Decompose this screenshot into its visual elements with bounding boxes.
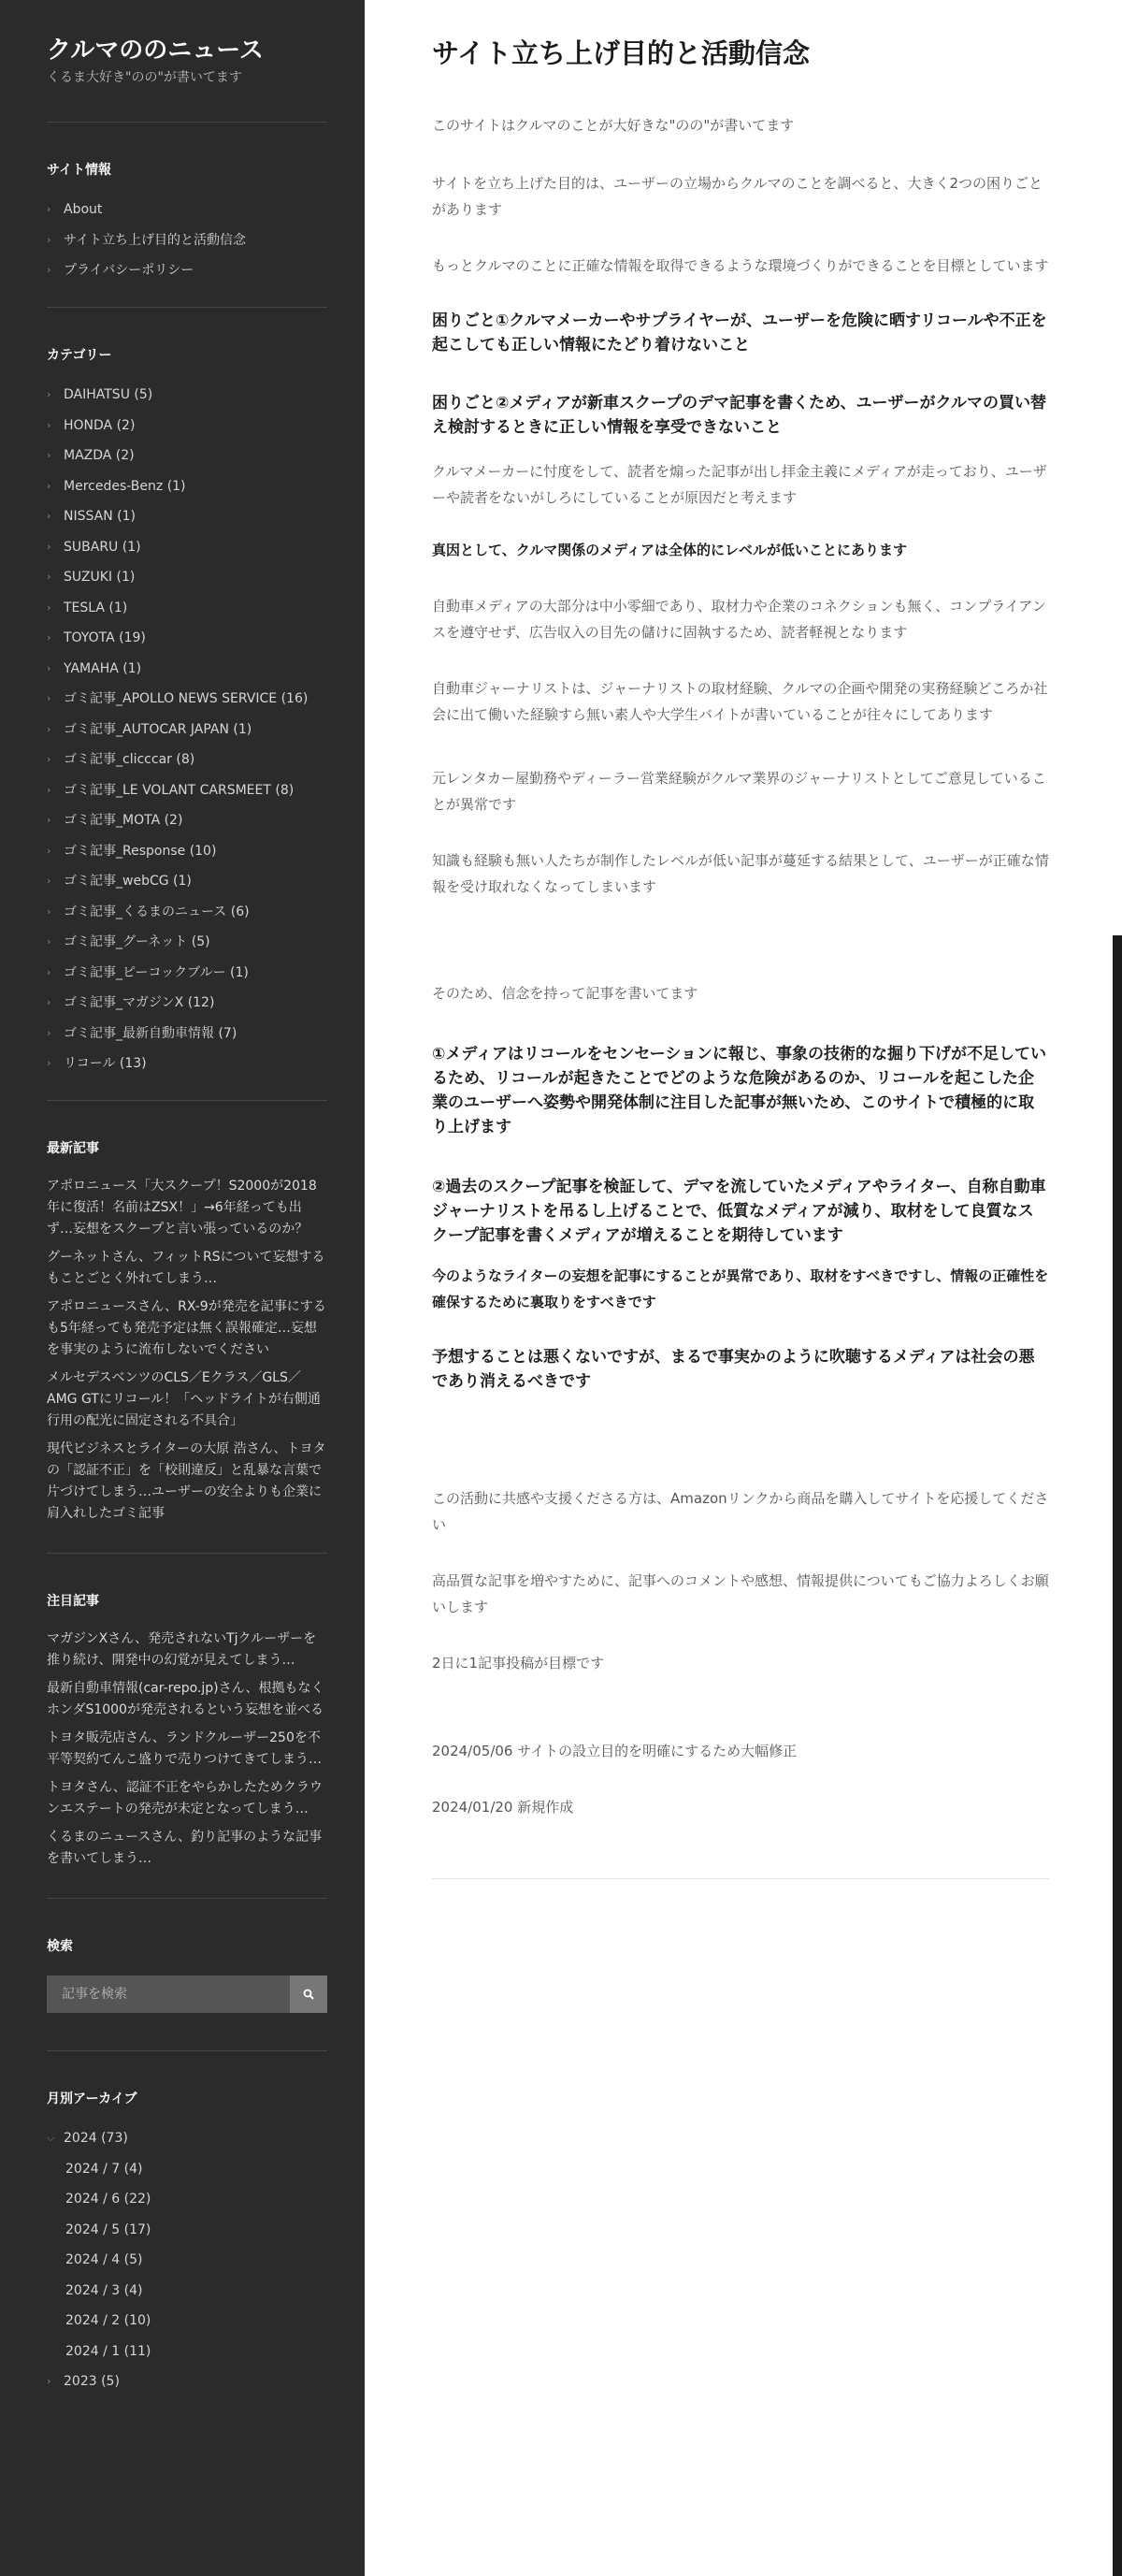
archive-year-closed[interactable] (47, 2373, 365, 2390)
category-link-label: NISSAN (1) (64, 509, 136, 524)
article-body (432, 112, 1049, 1820)
sidebar-divider (47, 2050, 327, 2051)
recent-post-link[interactable]: グーネットさん、フィットRSについて妄想するもことごとく外れてしまう… (47, 1250, 325, 1286)
category-link[interactable] (47, 539, 365, 556)
category-link-label: ゴミ記事_AUTOCAR JAPAN (1) (64, 721, 252, 737)
featured-post-link[interactable]: トヨタさん、認証不正をやらかしたためクラウンエステートの発売が未定となってしまう… (47, 1780, 323, 1816)
category-link-label: ゴミ記事_くるまのニュース (6) (64, 904, 250, 919)
category-link-label: Mercedes-Benz (1) (64, 478, 186, 494)
category-link[interactable] (47, 660, 365, 677)
category-list (47, 386, 365, 1072)
archive-month-label: 2024 / 1 (11) (65, 2343, 151, 2359)
chevron-right-icon: › (47, 875, 51, 887)
article-heading: 困りごと②メディアが新車スクープのデマ記事を書くため、ユーザーがクルマの買い替え検討するときに正しい情報を享受できないこと (432, 394, 1046, 437)
category-link-label: ゴミ記事_ピーコックブルー (1) (64, 964, 249, 980)
site-info-widget (47, 160, 365, 279)
chevron-right-icon: › (47, 661, 51, 674)
chevron-right-icon: › (47, 540, 51, 553)
scrollbar[interactable] (1113, 935, 1122, 2576)
recent-post-link[interactable]: アポロニュース「大スクープ！S2000が2018年に復活！名前はZSX！」→6年経っても出ず…妄想をスクープと言い張っているのか？ (47, 1179, 317, 1237)
category-link[interactable] (47, 843, 365, 860)
archive-month-link[interactable] (47, 2221, 365, 2238)
article-paragraph: 2024/01/20 新規作成 (432, 1799, 574, 1816)
site-info-link[interactable] (47, 262, 365, 279)
article-heading: 予想することは悪くないですが、まるで事実かのように吹聴するメディアは社会の悪であり消えるべきです (432, 1348, 1035, 1391)
site-info-list (47, 201, 365, 279)
article-paragraph: クルマメーカーに忖度をして、読者を煽った記事が出し拝金主義にメディアが走っており、ユーザーや読者をないがしろにしていることが原因だと考えます (432, 463, 1047, 506)
archive-month-label: 2024 / 5 (17) (65, 2221, 151, 2237)
category-link-label: ゴミ記事_Response (10) (64, 843, 217, 859)
category-link-label: ゴミ記事_グーネット (5) (64, 934, 210, 949)
chevron-right-icon: › (47, 203, 51, 215)
category-link[interactable] (47, 630, 365, 646)
search-input[interactable] (47, 1975, 290, 2013)
recent-post-link[interactable]: アポロニュースさん、RX-9が発売を記事にするも5年経っても発売予定は無く誤報確定…妄想を事実のように流布しないでください (47, 1299, 326, 1357)
site-info-link-label: プライバシーポリシー (64, 263, 194, 278)
article-emphasis: 真因として、クルマ関係のメディアは全体的にレベルが低いことにあります (432, 542, 908, 558)
archive-year-label: 2024 (73) (64, 2131, 128, 2146)
archive-year-open[interactable] (47, 2130, 365, 2147)
chevron-right-icon: › (47, 692, 51, 704)
site-info-link[interactable] (47, 232, 365, 249)
widget-title-recent: 最新記事 (47, 1141, 99, 1156)
page-title: サイト立ち上げ目的と活動信念 (432, 37, 810, 69)
article-paragraph: 元レンタカー屋勤務やディーラー営業経験がクルマ業界のジャーナリストとしてご意見していることが異常です (432, 770, 1046, 813)
chevron-right-icon: › (47, 631, 51, 644)
article-paragraph: 高品質な記事を増やすために、記事へのコメントや感想、情報提供についてもご協力よろしくお願いします (432, 1572, 1049, 1615)
archive-month-link[interactable] (47, 2343, 365, 2360)
archive-month-link[interactable] (47, 2161, 365, 2178)
search-button[interactable] (290, 1975, 327, 2013)
category-link[interactable] (47, 721, 365, 738)
chevron-right-icon: › (47, 233, 51, 246)
category-link[interactable] (47, 904, 365, 920)
featured-posts-widget (47, 1591, 365, 1870)
category-link[interactable] (47, 933, 365, 950)
category-link-label: MAZDA (2) (64, 448, 135, 463)
category-link-label: HONDA (2) (64, 417, 136, 433)
chevron-right-icon: › (47, 449, 51, 461)
featured-post-link[interactable]: トヨタ販売店さん、ランドクルーザー250を不平等契約てんこ盛りで売りつけてきてしまう… (47, 1730, 322, 1767)
chevron-right-icon: › (47, 753, 51, 765)
chevron-right-icon: › (47, 2375, 51, 2387)
chevron-right-icon: › (47, 783, 51, 796)
category-link-label: ゴミ記事_最新自動車情報 (7) (64, 1025, 237, 1041)
chevron-right-icon: › (47, 996, 51, 1008)
category-link[interactable] (47, 447, 365, 464)
category-link-label: ゴミ記事_APOLLO NEWS SERVICE (16) (64, 691, 309, 706)
widget-title-site-info: サイト情報 (47, 163, 112, 178)
archive-month-link[interactable] (47, 2251, 365, 2268)
site-title[interactable]: クルマののニュース (47, 36, 264, 65)
category-link-label: TESLA (1) (64, 600, 128, 615)
recent-post-link[interactable]: メルセデスベンツのCLS／Eクラス／GLS／AMG GTにリコール！「ヘッドライトが右側通行用の配光に固定される不具合」 (47, 1370, 321, 1428)
category-link[interactable] (47, 386, 365, 403)
archive-year-closed-label: 2023 (5) (64, 2374, 120, 2389)
archive-list (47, 2130, 365, 2390)
site-description: くるま大好き"のの"が書いてます (47, 70, 242, 85)
chevron-right-icon: › (47, 479, 51, 492)
archive-month-label: 2024 / 7 (4) (65, 2161, 143, 2177)
article-heading: ①メディアはリコールをセンセーションに報じ、事象の技術的な掘り下げが不足しているため、リコールが起きたことでどのような危険があるのか、リコールを起こした企業のユーザーへ姿勢や開発体制に注目した記事が無いため、このサイトで積極的に取り上げます (432, 1045, 1046, 1136)
chevron-right-icon: › (47, 510, 51, 522)
category-link-label: ゴミ記事_MOTA (2) (64, 813, 183, 828)
chevron-down-icon: ⌵ (47, 2132, 55, 2144)
category-link-label: TOYOTA (19) (64, 630, 146, 645)
category-link-label: YAMAHA (1) (64, 660, 142, 676)
sidebar-divider (47, 1553, 327, 1554)
article-paragraph: そのため、信念を持って記事を書いてます (432, 985, 698, 1002)
widget-title-featured: 注目記事 (47, 1594, 99, 1609)
article-heading: 困りごと①クルマメーカーやサプライヤーが、ユーザーを危険に晒すリコールや不正を起こしても正しい情報にたどり着けないこと (432, 311, 1047, 355)
chevron-right-icon: › (47, 264, 51, 276)
article-emphasis: 今のようなライターの妄想を記事にすることが異常であり、取材をすべきですし、情報の正確性を確保するために裏取りをすべきです (432, 1267, 1049, 1310)
category-link[interactable] (47, 812, 365, 829)
search-icon (303, 1989, 314, 2000)
article-paragraph: サイトを立ち上げた目的は、ユーザーの立場からクルマのことを調べると、大きく2つの困りごとがあります (432, 175, 1043, 218)
article-paragraph: この活動に共感や支援くださる方は、Amazonリンクから商品を購入してサイトを応援してください (432, 1490, 1049, 1533)
category-link[interactable] (47, 600, 365, 616)
sidebar-divider (47, 1100, 327, 1101)
archive-widget (47, 2089, 365, 2390)
recent-post-link[interactable]: 現代ビジネスとライターの大原 浩さん、トヨタの「認証不正」を「校則違反」と乱暴な言葉で片づけてしまう…ユーザーの安全よりも企業に肩入れしたゴミ記事 (47, 1441, 326, 1521)
category-link-label: リコール (13) (64, 1056, 147, 1071)
chevron-right-icon: › (47, 904, 51, 918)
widget-title-categories: カテゴリー (47, 348, 112, 363)
site-info-link[interactable] (47, 201, 365, 218)
category-link[interactable] (47, 417, 365, 434)
article-paragraph: 知識も経験も無い人たちが制作したレベルが低い記事が蔓延する結果として、ユーザーが正確な情報を受け取れなくなってしまいます (432, 852, 1049, 895)
article-heading: ②過去のスクープ記事を検証して、デマを流していたメディアやライター、自称自動車ジャーナリストを吊るし上げることで、低質なメディアが減り、取材をして良質なスクープ記事を書くメディアが増えることを期待しています (432, 1178, 1046, 1245)
category-link[interactable] (47, 964, 365, 981)
archive-month-label: 2024 / 4 (5) (65, 2252, 143, 2267)
search-form (47, 1975, 327, 2013)
category-link-label: SUZUKI (1) (64, 570, 136, 585)
chevron-right-icon: › (47, 844, 51, 857)
site-info-link-label: About (64, 202, 103, 217)
article-paragraph: もっとクルマのことに正確な情報を取得できるような環境づくりができることを目標としています (432, 257, 1049, 274)
category-link[interactable] (47, 873, 365, 890)
archive-month-label: 2024 / 3 (4) (65, 2282, 143, 2298)
category-link[interactable] (47, 690, 365, 707)
category-link-label: ゴミ記事_webCG (1) (64, 874, 192, 889)
chevron-right-icon: › (47, 388, 51, 400)
category-link[interactable] (47, 994, 365, 1011)
archive-month-link[interactable] (47, 2191, 365, 2207)
article-paragraph: 自動車メディアの大部分は中小零細であり、取材力や企業のコネクションも無く、コンプライアンスを遵守せず、広告収入の目先の儲けに固執するため、読者軽視となります (432, 598, 1046, 641)
chevron-right-icon: › (47, 571, 51, 583)
category-link-label: ゴミ記事_clicccar (8) (64, 752, 195, 767)
featured-post-link[interactable]: くるまのニュースさん、釣り記事のような記事を書いてしまう… (47, 1830, 323, 1866)
article-paragraph: このサイトはクルマのことが大好きな"のの"が書いてます (432, 117, 795, 134)
sidebar-divider (47, 1898, 327, 1899)
chevron-right-icon: › (47, 965, 51, 978)
category-link-label: SUBARU (1) (64, 539, 141, 555)
chevron-right-icon: › (47, 418, 51, 431)
sidebar (0, 0, 365, 2576)
widget-title-search: 検索 (47, 1939, 73, 1954)
article-divider (432, 1878, 1049, 1879)
chevron-right-icon: › (47, 1026, 51, 1039)
category-link[interactable] (47, 1025, 365, 1042)
category-link-label: DAIHATSU (5) (64, 387, 153, 402)
archive-month-label: 2024 / 6 (22) (65, 2192, 151, 2207)
category-link-label: ゴミ記事_LE VOLANT CARSMEET (8) (64, 782, 295, 798)
main-content (432, 36, 1049, 1879)
featured-post-link[interactable]: マガジンXさん、発売されないTjクルーザーを推り続け、開発中の幻覚が見えてしまう… (47, 1631, 317, 1668)
article-paragraph: 2024/05/06 サイトの設立目的を明確にするため大幅修正 (432, 1743, 798, 1759)
sidebar-divider (47, 307, 327, 308)
category-link[interactable] (47, 751, 365, 768)
recent-posts-list (47, 1176, 327, 1525)
site-info-link-label: サイト立ち上げ目的と活動信念 (64, 232, 247, 248)
featured-posts-list (47, 1628, 327, 1870)
featured-post-link[interactable]: 最新自動車情報(car-repo.jp)さん、根拠もなくホンダS1000が発売されるという妄想を並べる (47, 1681, 324, 1717)
category-widget (47, 345, 365, 1072)
recent-posts-widget (47, 1138, 365, 1525)
archive-month-link[interactable] (47, 2312, 365, 2329)
category-link-label: ゴミ記事_マガジンX (12) (64, 995, 215, 1010)
chevron-right-icon: › (47, 935, 51, 948)
category-link[interactable] (47, 569, 365, 586)
widget-title-archive: 月別アーカイブ (47, 2091, 137, 2106)
chevron-right-icon: › (47, 1057, 51, 1069)
category-link[interactable] (47, 782, 365, 799)
article-paragraph: 自動車ジャーナリストは、ジャーナリストの取材経験、クルマの企画や開発の実務経験どころか社会に出て働いた経験すら無い素人や大学生バイトが書いていることが往々にしてあります (432, 680, 1048, 723)
chevron-right-icon: › (47, 722, 51, 735)
search-widget (47, 1936, 365, 2013)
category-link[interactable] (47, 508, 365, 525)
sidebar-divider (47, 122, 327, 123)
category-link[interactable] (47, 1055, 365, 1072)
archive-month-label: 2024 / 2 (10) (65, 2313, 151, 2328)
category-link[interactable] (47, 478, 365, 495)
article-paragraph: 2日に1記事投稿が目標です (432, 1655, 605, 1672)
archive-month-link[interactable] (47, 2282, 365, 2299)
chevron-right-icon: › (47, 814, 51, 826)
chevron-right-icon: › (47, 601, 51, 614)
